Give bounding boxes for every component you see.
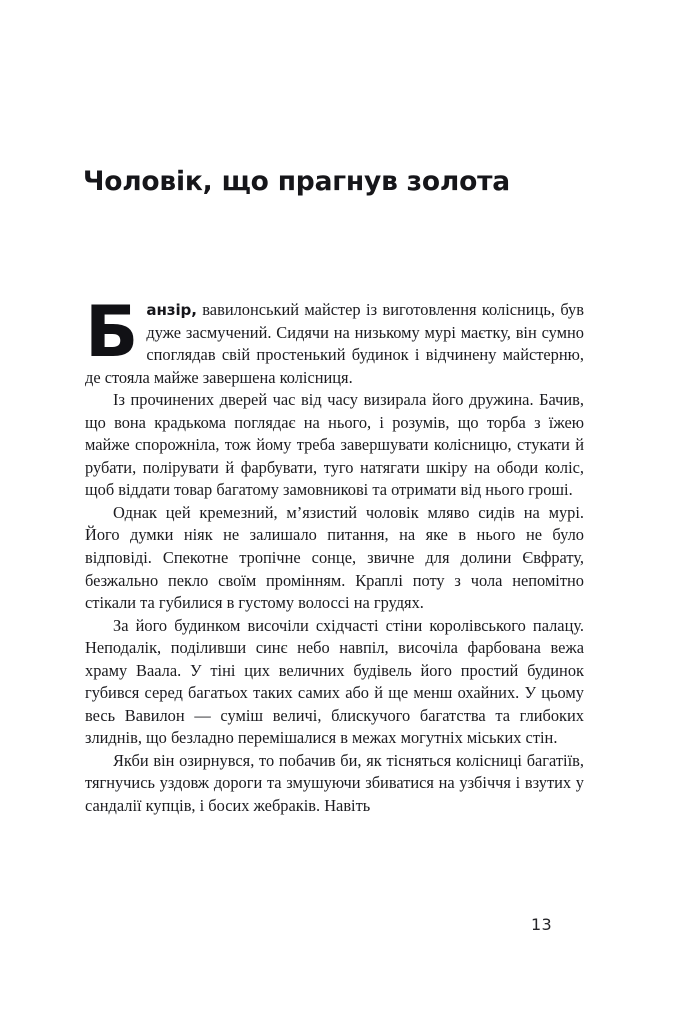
page-number: 13	[531, 915, 552, 934]
body-text-block	[85, 291, 584, 818]
page-title: Чоловік, що прагнув золота	[83, 165, 510, 197]
paragraph-1-text: вавилонський майстер із виготовлення колісниць, був дуже засмучений. Сидячи на низькому мурі маєтку, він сумно споглядав свій простенький будинок і відчинену майстерню, де стояла майже завершена колісниця.	[85, 300, 584, 387]
paragraph-1	[85, 291, 584, 389]
paragraph-2: Із прочинених дверей час від часу визирала його дружина. Бачив, що вона крадькома поглядає на нього, і розумів, що торба з їжею майже спорожніла, тож йому треба завершувати колісницю, стукати й рубати, полірувати й фарбувати, туго натягати шкіру на ободи коліс, щоб віддати товар багатому замовникові та отримати від нього гроші.	[85, 390, 584, 500]
paragraph-3: Однак цей кремезний, м’язистий чоловік мляво сидів на мурі. Його думки ніяк не залишало питання, на яке в нього не було відповіді. Спекотне тропічне сонце, звичне для долини Євфрату, безжально пекло своїм промінням. Краплі поту з чола непомітно стікали та губилися в густому волоссі на грудях.	[85, 502, 584, 613]
paragraph-5: Якби він озирнувся, то побачив би, як тісняться колісниці багатіїв, тягнучись уздовж дороги та змушуючи збиватися на узбіччя і взутих у сандалії купців, і босих жебраків. Навіть	[85, 750, 584, 816]
lead-word: анзір,	[146, 301, 197, 319]
paragraph-4: За його будинком височіли східчасті стіни королівського палацу. Неподалік, поділивши синє небо навпіл, височіла фарбована вежа храму Ваала. У тіні цих величних будівель його простий будинок губився серед багатьох таких самих або й ще менш охайних. У цьому весь Вавилон — суміш величі, блискучого багатства та глибоких злиднів, що безладно перемішалися в межах могутніх міських стін.	[85, 615, 584, 748]
drop-cap: Б	[85, 291, 139, 373]
